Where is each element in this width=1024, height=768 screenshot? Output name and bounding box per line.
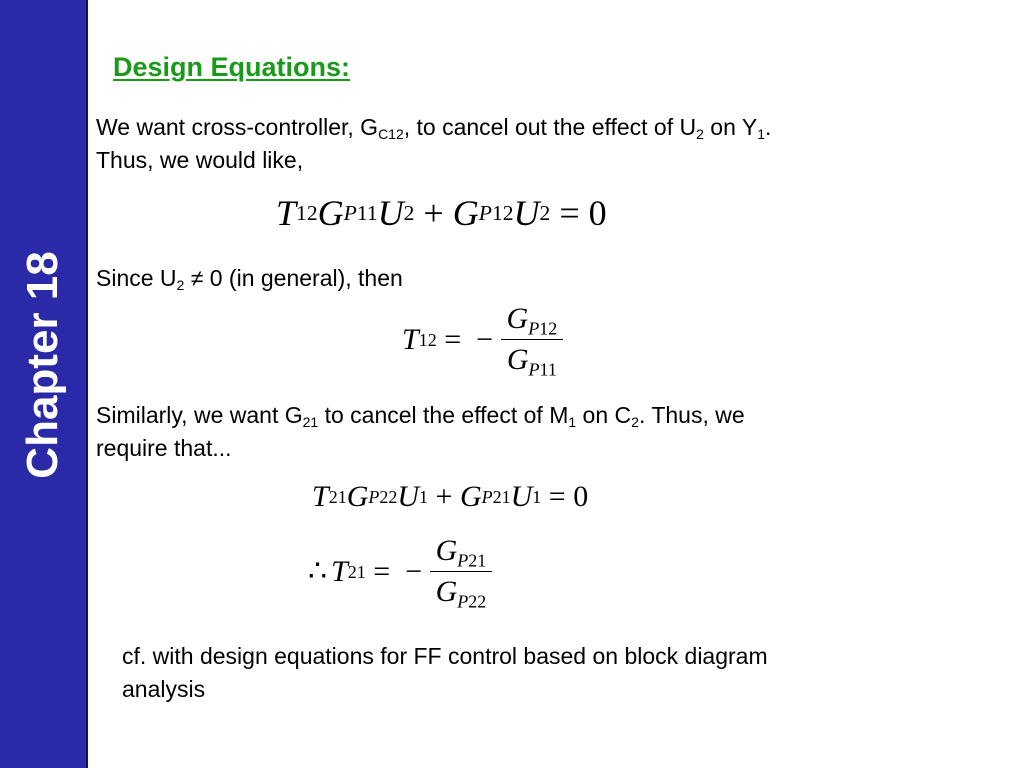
text-run: , to cancel out the effect of U	[403, 114, 697, 140]
similarly-line-2: require that...	[96, 435, 232, 461]
text-run: to cancel the effect of M	[318, 402, 569, 428]
eq-symbol: G	[506, 343, 529, 376]
eq-subscript: 21	[468, 550, 487, 571]
subscript: 2	[631, 414, 639, 430]
since-paragraph	[96, 262, 403, 295]
text-run: .	[765, 114, 772, 140]
text-run: . Thus, we	[638, 402, 745, 428]
similarly-line-1	[96, 399, 745, 432]
eq-symbol: U	[510, 480, 533, 513]
eq-operator: =	[444, 322, 462, 356]
equation-3: T 21 G P22 U 1 + G P21 U 1 = 0	[312, 480, 589, 513]
eq-subscript: 12	[491, 201, 514, 225]
eq-symbol: T	[331, 554, 348, 588]
eq-number: 0	[573, 480, 589, 513]
eq-symbol: T	[312, 480, 329, 513]
eq-operator: +	[423, 193, 444, 233]
equation-1: T 12 G P11 U 2 + G P12 U 2 = 0	[276, 193, 607, 233]
fraction-numerator	[501, 302, 564, 339]
slide-heading: Design Equations:	[113, 52, 351, 82]
subscript: C12	[378, 126, 404, 142]
eq-subscript: P	[457, 591, 469, 612]
therefore-symbol: ∴	[308, 555, 328, 588]
chapter-sidebar	[0, 0, 88, 768]
subscript: 1	[568, 414, 577, 430]
eq-number: 0	[588, 193, 607, 233]
eq-symbol: G	[317, 193, 344, 233]
eq-subscript: P	[528, 359, 540, 380]
eq-symbol: G	[452, 193, 479, 233]
intro-paragraph	[96, 111, 771, 177]
eq-subscript: P	[528, 318, 540, 339]
fraction-bar	[501, 339, 564, 340]
eq-symbol: U	[377, 193, 404, 233]
text-run: Since U	[96, 265, 177, 291]
eq-symbol: U	[397, 480, 420, 513]
eq-symbol: G	[459, 480, 482, 513]
eq-operator: −	[405, 554, 423, 588]
eq-symbol: U	[513, 193, 540, 233]
eq-operator: =	[559, 193, 580, 233]
eq-operator: +	[435, 480, 453, 513]
eq-operator: =	[548, 480, 566, 513]
fraction-numerator	[430, 534, 493, 571]
subscript: 2	[696, 126, 704, 142]
text-run: Similarly, we want G	[96, 402, 303, 428]
eq-subscript: 22	[468, 591, 487, 612]
subscript: 21	[302, 414, 319, 430]
cf-line-1: cf. with design equations for FF control based on block diagram	[122, 643, 768, 669]
subscript: 2	[176, 277, 185, 293]
text-run: on Y	[703, 114, 758, 140]
fraction-denominator	[501, 343, 563, 380]
eq-subscript: P	[457, 550, 469, 571]
eq-subscript: P	[368, 487, 380, 507]
eq-subscript: 11	[356, 201, 378, 225]
text-run: We want cross-controller, G	[96, 114, 379, 140]
eq-subscript: 12	[539, 318, 558, 339]
eq-subscript: P	[478, 201, 492, 225]
eq-symbol: G	[506, 302, 529, 335]
eq-subscript: P	[343, 201, 357, 225]
text-run: ≠ 0 (in general), then	[184, 265, 403, 291]
eq-fraction	[430, 534, 493, 612]
eq-subscript: P	[481, 487, 493, 507]
eq-symbol: G	[435, 534, 458, 567]
eq-symbol: G	[435, 575, 458, 608]
eq-subscript: 21	[492, 487, 511, 507]
eq-fraction	[501, 302, 564, 380]
fraction-bar	[430, 571, 493, 572]
eq-symbol: T	[402, 322, 419, 356]
text-run: on C	[576, 402, 632, 428]
chapter-label: Chapter 18	[18, 251, 67, 479]
cf-paragraph	[122, 640, 768, 706]
eq-subscript: 11	[539, 359, 557, 380]
equation-4: ∴ T 21 = − $\frac{G_{P21}}{G_{P22}}$	[308, 534, 492, 609]
intro-line-1	[96, 111, 771, 144]
fraction-denominator	[430, 575, 493, 612]
intro-line-2: Thus, we would like,	[96, 147, 304, 173]
eq-subscript: 22	[379, 487, 398, 507]
equation-2: T 12 = − $\frac{G_{P12}}{G_{P11}}$	[402, 302, 563, 377]
eq-symbol: T	[276, 193, 297, 233]
eq-symbol: G	[346, 480, 369, 513]
eq-operator: =	[373, 554, 391, 588]
similarly-paragraph	[96, 399, 745, 465]
eq-operator: −	[476, 322, 494, 356]
cf-line-2: analysis	[122, 676, 206, 702]
subscript: 1	[757, 126, 766, 142]
